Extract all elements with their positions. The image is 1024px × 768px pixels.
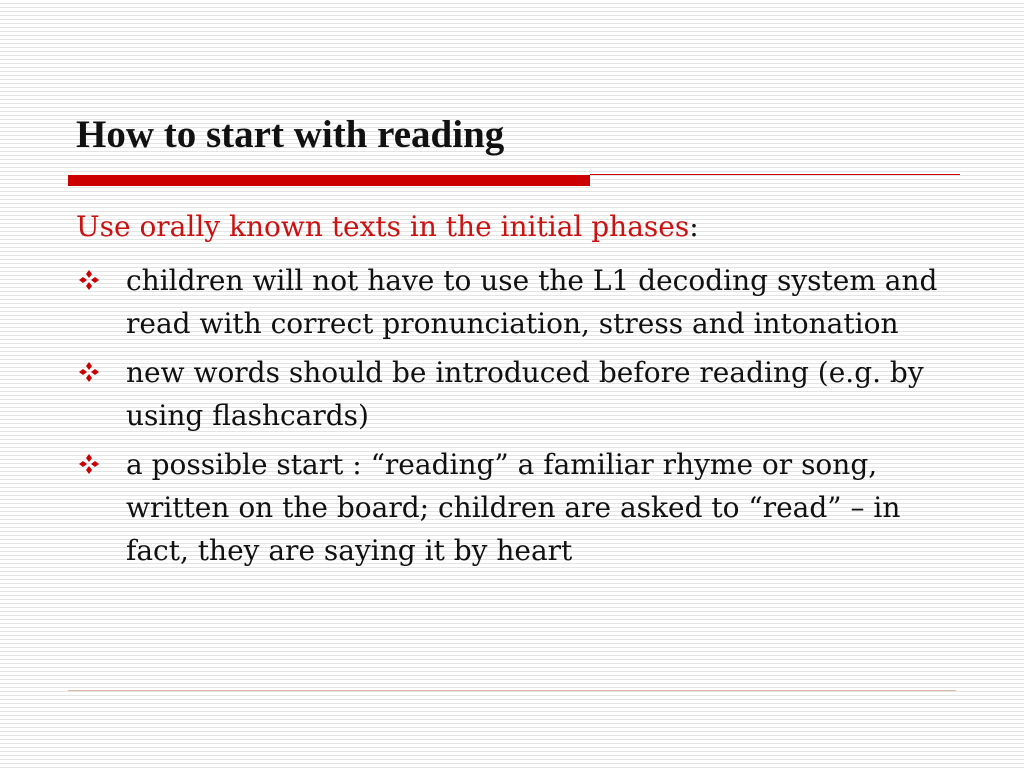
- bullet-item: [76, 263, 966, 345]
- bullet-text: a possible start : “reading” a familiar rhyme or song, written on the board; children are asked to “read” – in fact, they are saying it by heart: [126, 448, 901, 567]
- title-underline-thin: [590, 174, 960, 175]
- diamond-bullet-icon: [76, 355, 126, 389]
- diamond-bullet-icon: [76, 447, 126, 481]
- bullet-list: [76, 263, 966, 572]
- bullet-text: new words should be introduced before reading (e.g. by using flashcards): [126, 356, 924, 432]
- slide-body: [76, 205, 966, 582]
- bullet-text: children will not have to use the L1 decoding system and read with correct pronunciation, stress and intonation: [126, 264, 938, 340]
- diamond-bullet-icon: [76, 263, 126, 297]
- lead-suffix: :: [689, 210, 699, 243]
- title-underline-thick: [68, 175, 590, 186]
- lead-highlight: Use orally known texts in the initial phases: [76, 210, 690, 243]
- slide-title: How to start with reading: [76, 113, 505, 156]
- bullet-item: [76, 447, 966, 572]
- lead-line: [76, 205, 966, 249]
- footer-divider: [68, 690, 956, 691]
- bullet-item: [76, 355, 966, 437]
